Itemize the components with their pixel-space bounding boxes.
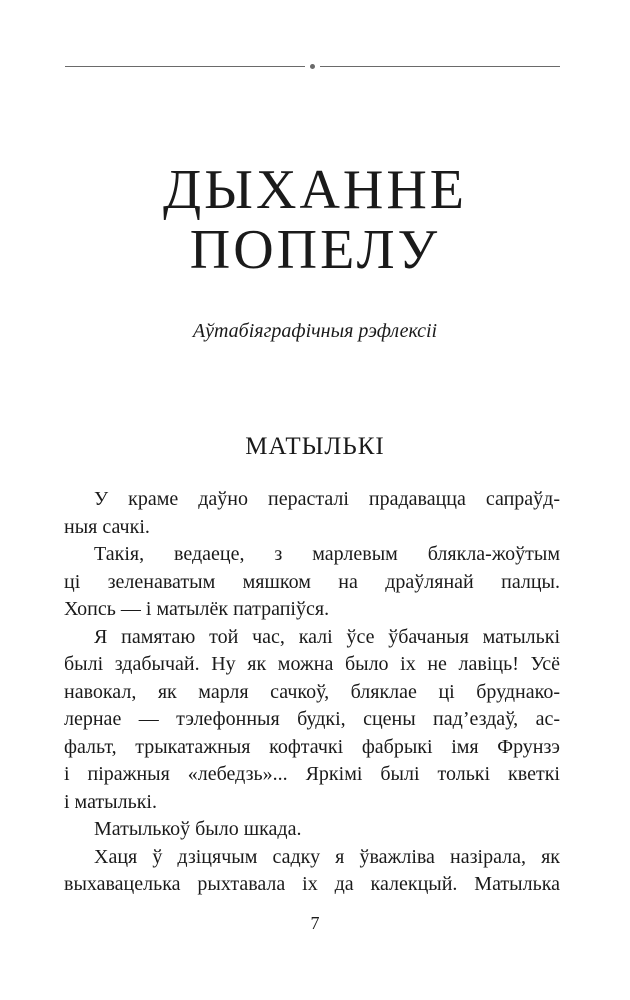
body-line: Хопсь — і матылёк патрапіўся. (64, 598, 330, 620)
body-text (64, 486, 560, 899)
body-line: выхавацелька рыхтавала іх да калекцый. Матылька (64, 873, 560, 895)
body-line: і матылькі. (64, 790, 157, 813)
header-rule-right-line (320, 66, 560, 67)
body-line: У краме даўно перасталі прадавацца сапраўд- (94, 488, 560, 510)
header-rule-left-line (65, 66, 305, 67)
header-rule (65, 66, 560, 67)
body-line: Хаця ў дзіцячым садку я ўважліва назірала, як (94, 845, 560, 868)
body-line: ці зеленаватым мяшком на драўлянай палцы. (64, 570, 560, 593)
section-title: МАТЫЛЬКІ (245, 433, 385, 460)
book-title-line-1: ДЫХАННЕ (162, 159, 467, 221)
body-line: ныя сачкі. (64, 515, 150, 538)
page-number: 7 (310, 913, 320, 933)
body-line: навокал, як марля сачкоў, бляклае ці бруднако- (64, 680, 560, 703)
book-title-line-2: ПОПЕЛУ (189, 219, 441, 281)
header-rule-dot (310, 64, 315, 69)
body-line: і піражныя «лебедзь»... Яркімі былі толькі кветкі (64, 763, 560, 785)
book-subtitle: Аўтабіяграфічныя рэфлексіі (192, 320, 438, 342)
body-line: Матылькоў было шкада. (94, 818, 302, 840)
body-line: былі здабычай. Ну як можна было іх не лавіць! Усё (64, 653, 560, 675)
body-line: Такія, ведаеце, з марлевым блякла-жоўтым (94, 543, 560, 565)
body-line: лернае — тэлефонныя будкі, сцены пад’ездаў, ас- (64, 708, 560, 730)
book-title (0, 160, 630, 280)
body-line: Я памятаю той час, калі ўсе ўбачаныя матылькі (94, 625, 560, 648)
body-line: фальт, трыкатажныя кофтачкі фабрыкі імя Фрунзэ (64, 735, 560, 758)
